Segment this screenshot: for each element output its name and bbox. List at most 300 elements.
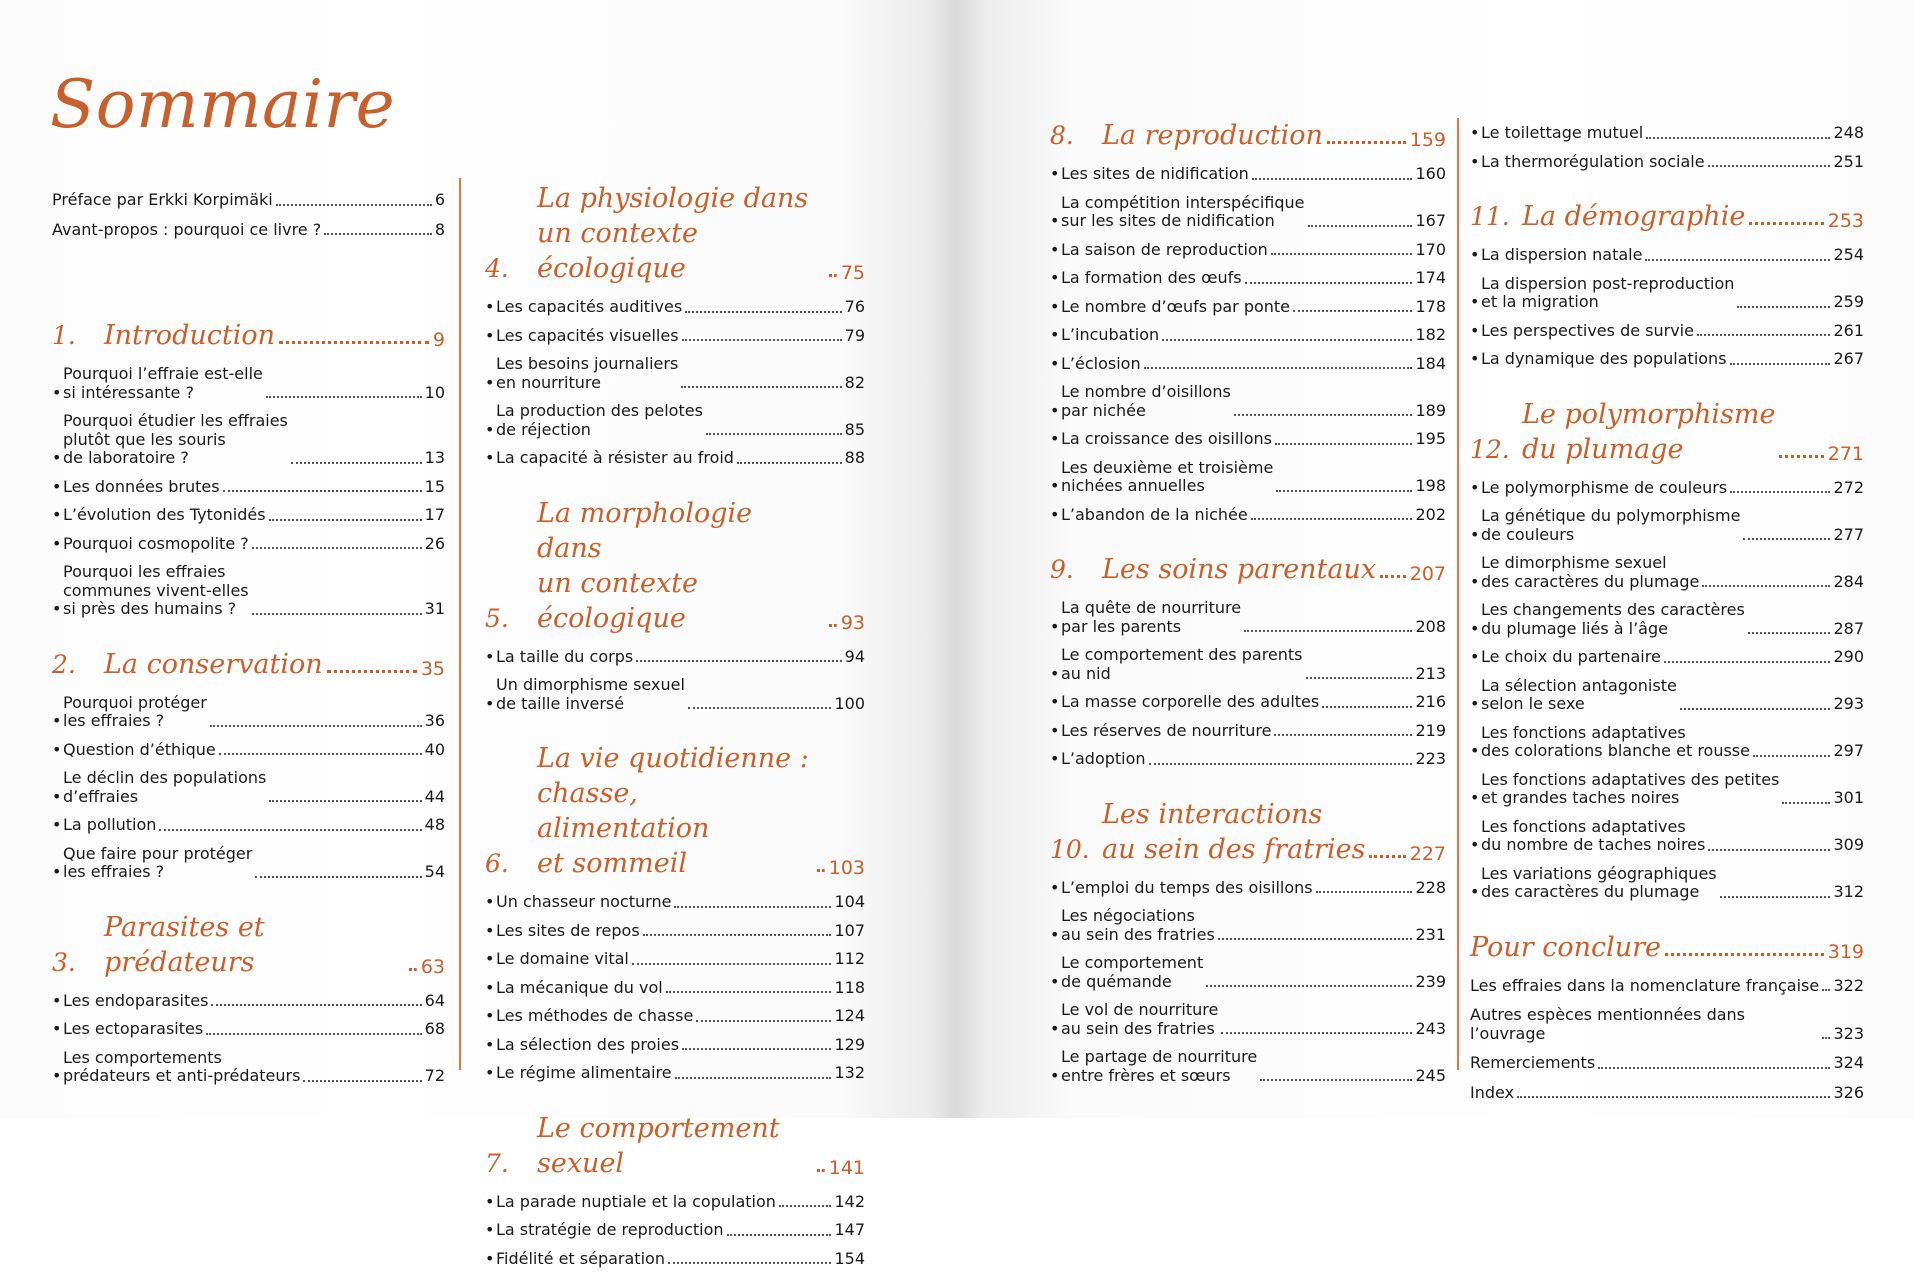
toc-entry[interactable] bbox=[1050, 430, 1446, 449]
entry-page: 40 bbox=[424, 739, 445, 759]
entry-title: La dynamique des populations bbox=[1481, 349, 1727, 368]
toc-entry[interactable] bbox=[1050, 599, 1446, 636]
entry-title: Les sites de repos bbox=[496, 920, 640, 940]
entry-page: 323 bbox=[1833, 1023, 1864, 1043]
toc-entry[interactable] bbox=[1470, 554, 1864, 591]
chapter-number: 3. bbox=[52, 947, 76, 977]
entry-title: Préface par Erkki Korpimäki bbox=[52, 190, 273, 209]
leader-dots bbox=[1275, 443, 1412, 445]
leader-dots bbox=[1664, 661, 1831, 663]
chapter-title: Les interactions au sein des fratries bbox=[1102, 798, 1366, 865]
toc-entry[interactable] bbox=[1050, 907, 1446, 944]
entry-page: 231 bbox=[1415, 924, 1446, 944]
leader-dots bbox=[1308, 225, 1413, 227]
toc-entry[interactable] bbox=[485, 676, 865, 713]
toc-entry[interactable] bbox=[1470, 677, 1864, 714]
bullet: • bbox=[1470, 151, 1480, 171]
toc-entry[interactable] bbox=[1470, 1054, 1864, 1073]
toc-entry[interactable] bbox=[1050, 298, 1446, 317]
bullet: • bbox=[485, 646, 495, 666]
toc-entry[interactable] bbox=[1050, 954, 1446, 991]
entry-page: 79 bbox=[844, 325, 865, 345]
entry-page: 239 bbox=[1415, 971, 1446, 991]
entry-title: Question d’éthique bbox=[63, 739, 216, 759]
leader-dots bbox=[252, 547, 422, 549]
entry-title: Les sites de nidification bbox=[1061, 164, 1249, 183]
entry-page: 208 bbox=[1415, 616, 1446, 636]
entry-page: 15 bbox=[424, 476, 445, 496]
entry-title: La taille du corps bbox=[496, 646, 634, 666]
toc-entry[interactable] bbox=[1470, 865, 1864, 902]
toc-entry[interactable] bbox=[1470, 1006, 1864, 1043]
chapter-heading[interactable] bbox=[52, 318, 445, 353]
entry-page: 195 bbox=[1415, 429, 1446, 448]
bullet: • bbox=[1470, 882, 1480, 901]
chapter-title: La vie quotidienne : chasse, alimentation et sommeil bbox=[537, 743, 809, 879]
entry-page: 76 bbox=[844, 297, 865, 316]
chapter-page: 207 bbox=[1409, 563, 1446, 585]
entry-page: 293 bbox=[1833, 694, 1864, 713]
entry-title: Les perspectives de survie bbox=[1481, 320, 1694, 340]
chapter-page: 103 bbox=[828, 857, 865, 879]
bullet: • bbox=[1050, 1018, 1060, 1038]
entry-page: 182 bbox=[1415, 325, 1446, 344]
entry-title: Les fonctions adaptatives des petites et grandes taches noires bbox=[1481, 769, 1780, 807]
toc-entry[interactable] bbox=[52, 694, 445, 731]
bullet: • bbox=[1050, 325, 1060, 344]
entry-page: 147 bbox=[834, 1220, 865, 1239]
entry-title: L’éclosion bbox=[1061, 353, 1141, 373]
toc-entry[interactable] bbox=[52, 769, 445, 806]
leader-dots bbox=[1697, 334, 1830, 336]
bullet: • bbox=[485, 1034, 495, 1054]
entry-title: Les négociations au sein des fratries bbox=[1061, 906, 1215, 944]
leader-dots bbox=[1822, 1037, 1830, 1039]
toc-entry[interactable] bbox=[52, 1020, 445, 1039]
toc-entry[interactable] bbox=[1050, 194, 1446, 231]
toc-entry[interactable] bbox=[52, 741, 445, 760]
entry-title: Que faire pour protéger les effraies ? bbox=[63, 843, 253, 881]
chapter-page: 141 bbox=[828, 1156, 865, 1179]
leader-dots bbox=[1276, 490, 1412, 492]
leader-dots bbox=[1730, 491, 1830, 493]
toc-entry[interactable] bbox=[1050, 459, 1446, 496]
chapter-page: 75 bbox=[840, 262, 865, 284]
page-title: Sommaire bbox=[50, 66, 396, 143]
entry-page: 82 bbox=[844, 372, 865, 392]
entry-title: La thermorégulation sociale bbox=[1481, 151, 1705, 171]
entry-title: La parade nuptiale et la copulation bbox=[496, 1191, 776, 1211]
toc-entry[interactable] bbox=[1470, 479, 1864, 498]
chapter-number: 7. bbox=[485, 1148, 509, 1178]
leader-dots bbox=[1327, 141, 1406, 144]
toc-entry[interactable] bbox=[485, 979, 865, 998]
toc-entry[interactable] bbox=[485, 1221, 865, 1240]
toc-entry[interactable] bbox=[1050, 383, 1446, 420]
toc-entry[interactable] bbox=[1050, 165, 1446, 184]
leader-dots bbox=[1260, 1079, 1412, 1081]
leader-dots bbox=[1244, 630, 1412, 632]
chapter-heading[interactable] bbox=[485, 741, 865, 881]
leader-dots bbox=[255, 876, 421, 878]
entry-page: 68 bbox=[424, 1019, 445, 1038]
bullet: • bbox=[1050, 720, 1060, 740]
toc-entry[interactable] bbox=[1470, 507, 1864, 544]
entry-title: Index bbox=[1470, 1082, 1515, 1102]
toc-entry[interactable] bbox=[485, 648, 865, 667]
entry-title: La mécanique du vol bbox=[496, 977, 663, 997]
bullet: • bbox=[1050, 239, 1060, 259]
toc-entry[interactable] bbox=[1050, 750, 1446, 769]
bullet: • bbox=[1050, 877, 1060, 897]
bullet: • bbox=[1050, 749, 1060, 768]
chapter-heading[interactable] bbox=[52, 647, 445, 682]
bullet: • bbox=[1470, 349, 1480, 368]
entry-page: 216 bbox=[1415, 692, 1446, 711]
chapter-heading[interactable] bbox=[1050, 552, 1446, 587]
chapter-title: Le comportement sexuel bbox=[537, 1112, 780, 1179]
entry-page: 160 bbox=[1415, 164, 1446, 183]
entry-page: 72 bbox=[424, 1066, 445, 1085]
toc-entry[interactable] bbox=[485, 1036, 865, 1055]
toc-entry[interactable] bbox=[485, 1193, 865, 1212]
toc-entry[interactable] bbox=[52, 816, 445, 835]
bullet: • bbox=[1050, 924, 1060, 944]
entry-title: La stratégie de reproduction bbox=[496, 1220, 724, 1239]
leader-dots bbox=[1748, 632, 1831, 634]
bullet: • bbox=[1050, 353, 1060, 373]
leader-dots bbox=[1274, 734, 1412, 736]
entry-title: Les données brutes bbox=[63, 476, 220, 496]
entry-title: La quête de nourriture par les parents bbox=[1061, 598, 1242, 636]
leader-dots bbox=[1708, 165, 1831, 167]
leader-dots bbox=[643, 934, 832, 936]
chapter-number: 11. bbox=[1470, 202, 1510, 231]
leader-dots bbox=[409, 968, 417, 971]
entry-title: La sélection des proies bbox=[496, 1034, 680, 1054]
entry-title: Les fonctions adaptatives des colorations blanche et rousse bbox=[1481, 722, 1750, 760]
entry-page: 100 bbox=[834, 693, 865, 713]
toc-column-3 bbox=[1050, 118, 1446, 1095]
column-divider bbox=[459, 178, 461, 1070]
bullet: • bbox=[1050, 971, 1060, 991]
toc-entry[interactable] bbox=[1470, 1084, 1864, 1103]
toc-entry[interactable] bbox=[1470, 771, 1864, 808]
entry-page: 219 bbox=[1415, 720, 1446, 740]
toc-entry[interactable] bbox=[485, 298, 865, 317]
entry-page: 259 bbox=[1833, 292, 1864, 311]
bullet: • bbox=[485, 448, 495, 467]
chapter-title: Le polymorphisme du plumage bbox=[1522, 398, 1776, 465]
bullet: • bbox=[1470, 647, 1480, 666]
leader-dots bbox=[1702, 585, 1830, 587]
entry-page: 104 bbox=[834, 892, 865, 911]
toc-entry[interactable] bbox=[485, 355, 865, 392]
bullet: • bbox=[1470, 292, 1480, 311]
entry-page: 267 bbox=[1833, 349, 1864, 368]
bullet: • bbox=[1050, 663, 1060, 683]
chapter-heading[interactable] bbox=[1470, 397, 1864, 467]
bullet: • bbox=[52, 599, 62, 618]
leader-dots bbox=[159, 829, 421, 831]
toc-entry[interactable] bbox=[485, 1064, 865, 1083]
chapter-page: 271 bbox=[1827, 442, 1864, 465]
toc-column-1 bbox=[52, 318, 445, 1096]
toc-entry[interactable] bbox=[1470, 601, 1864, 638]
entry-title: Fidélité et séparation bbox=[496, 1248, 665, 1268]
entry-title: Les besoins journaliers en nourriture bbox=[496, 354, 679, 392]
entry-title: Le nombre d’oisillons par nichée bbox=[1061, 382, 1231, 420]
toc-entry[interactable] bbox=[52, 412, 445, 468]
entry-title: La dispersion post-reproduction et la migration bbox=[1481, 273, 1735, 311]
entry-title: Les réserves de nourriture bbox=[1061, 720, 1272, 740]
entry-page: 142 bbox=[834, 1191, 865, 1211]
toc-entry[interactable] bbox=[1470, 322, 1864, 341]
leader-dots bbox=[1322, 706, 1412, 708]
chapter-page: 319 bbox=[1827, 940, 1864, 963]
entry-title: L’évolution des Tytonidés bbox=[63, 505, 266, 524]
entry-page: 94 bbox=[844, 646, 865, 666]
bullet: • bbox=[52, 382, 62, 402]
chapter-title: La morphologie dans un contexte écologique bbox=[537, 497, 753, 634]
chapter-number: 5. bbox=[485, 603, 509, 633]
entry-title: L’abandon de la nichée bbox=[1061, 504, 1248, 524]
leader-dots bbox=[1645, 259, 1830, 261]
bullet: • bbox=[1470, 477, 1480, 497]
bullet: • bbox=[485, 949, 495, 968]
entry-page: 54 bbox=[424, 862, 445, 881]
bullet: • bbox=[1050, 692, 1060, 711]
toc-entry[interactable] bbox=[1470, 724, 1864, 761]
toc-entry[interactable] bbox=[1050, 693, 1446, 712]
bullet: • bbox=[1050, 211, 1060, 230]
bullet: • bbox=[1050, 268, 1060, 287]
toc-entry[interactable] bbox=[1470, 350, 1864, 369]
bullet: • bbox=[1470, 245, 1480, 264]
toc-entry[interactable] bbox=[1470, 246, 1864, 265]
entry-page: 202 bbox=[1415, 504, 1446, 524]
bullet: • bbox=[52, 505, 62, 524]
toc-entry[interactable] bbox=[1050, 241, 1446, 260]
chapter-number: 12. bbox=[1470, 434, 1510, 464]
toc-entry[interactable] bbox=[1050, 646, 1446, 683]
entry-title: Le vol de nourriture au sein des fratries bbox=[1061, 1000, 1219, 1038]
chapter-heading[interactable] bbox=[485, 181, 865, 286]
bullet: • bbox=[1470, 788, 1480, 807]
entry-page: 112 bbox=[834, 949, 865, 968]
bullet: • bbox=[485, 1006, 495, 1025]
entry-title: Le domaine vital bbox=[496, 949, 629, 968]
entry-page: 287 bbox=[1833, 618, 1864, 638]
chapter-heading[interactable] bbox=[1470, 199, 1864, 234]
chapter-heading[interactable] bbox=[1050, 118, 1446, 153]
leader-dots bbox=[685, 311, 841, 313]
chapter-heading[interactable] bbox=[1050, 797, 1446, 867]
chapter-heading-conclusion[interactable] bbox=[1470, 930, 1864, 965]
entry-page: 312 bbox=[1833, 882, 1864, 901]
toc-entry[interactable] bbox=[1470, 977, 1864, 996]
toc-entry[interactable] bbox=[1050, 722, 1446, 741]
entry-page: 118 bbox=[834, 977, 865, 997]
toc-entry[interactable] bbox=[485, 1007, 865, 1026]
bullet: • bbox=[1050, 504, 1060, 524]
chapter-number: 1. bbox=[52, 321, 76, 350]
toc-entry[interactable] bbox=[52, 506, 445, 525]
leader-dots bbox=[1271, 253, 1413, 255]
toc-entry[interactable] bbox=[1050, 1001, 1446, 1038]
leader-dots bbox=[266, 396, 422, 398]
leader-dots bbox=[727, 1234, 832, 1236]
entry-page: 290 bbox=[1833, 647, 1864, 666]
entry-page: 272 bbox=[1833, 477, 1864, 497]
entry-page: 213 bbox=[1415, 663, 1446, 683]
chapter-title: Introduction bbox=[104, 320, 275, 351]
toc-entry[interactable] bbox=[52, 478, 445, 497]
entry-page: 245 bbox=[1415, 1065, 1446, 1085]
toc-entry[interactable] bbox=[1470, 124, 1864, 143]
leader-dots bbox=[1218, 938, 1413, 940]
entry-page: 10 bbox=[424, 382, 445, 402]
bullet: • bbox=[485, 1191, 495, 1211]
toc-entry[interactable] bbox=[52, 221, 445, 240]
bullet: • bbox=[485, 1220, 495, 1239]
leader-dots bbox=[1316, 891, 1413, 893]
entry-title: Le toilettage mutuel bbox=[1481, 123, 1644, 142]
leader-dots bbox=[817, 869, 825, 872]
entry-page: 228 bbox=[1415, 877, 1446, 897]
bullet: • bbox=[52, 1066, 62, 1085]
chapter-title: Pour conclure bbox=[1470, 931, 1662, 963]
entry-page: 184 bbox=[1415, 353, 1446, 373]
bullet: • bbox=[1050, 429, 1060, 448]
entry-page: 309 bbox=[1833, 835, 1864, 854]
leader-dots bbox=[1221, 1032, 1412, 1034]
entry-title: La croissance des oisillons bbox=[1061, 429, 1272, 448]
toc-entry[interactable] bbox=[485, 893, 865, 912]
toc-entry[interactable] bbox=[1050, 1048, 1446, 1085]
toc-entry[interactable] bbox=[485, 950, 865, 969]
toc-entry[interactable] bbox=[1470, 818, 1864, 855]
bullet: • bbox=[485, 1248, 495, 1268]
bullet: • bbox=[52, 990, 62, 1010]
entry-title: L’emploi du temps des oisillons bbox=[1061, 877, 1313, 897]
bullet: • bbox=[52, 711, 62, 730]
toc-entry[interactable] bbox=[52, 845, 445, 882]
bullet: • bbox=[485, 325, 495, 345]
toc-entry[interactable] bbox=[52, 563, 445, 619]
entry-page: 198 bbox=[1415, 476, 1446, 495]
leader-dots bbox=[223, 490, 422, 492]
leader-dots bbox=[279, 341, 429, 344]
entry-title: Le polymorphisme de couleurs bbox=[1481, 477, 1728, 497]
leader-dots bbox=[779, 1205, 832, 1207]
toc-entry[interactable] bbox=[485, 922, 865, 941]
leader-dots bbox=[829, 274, 837, 277]
leader-dots bbox=[674, 906, 831, 908]
toc-entry[interactable] bbox=[485, 327, 865, 346]
toc-entry[interactable] bbox=[1050, 506, 1446, 525]
toc-entry[interactable] bbox=[1050, 269, 1446, 288]
entry-page: 174 bbox=[1415, 268, 1446, 287]
bullet: • bbox=[52, 815, 62, 834]
entry-page: 85 bbox=[844, 419, 865, 439]
toc-entry[interactable] bbox=[485, 402, 865, 439]
bullet: • bbox=[1050, 164, 1060, 183]
entry-page: 31 bbox=[424, 599, 445, 618]
leader-dots bbox=[1749, 222, 1823, 225]
leader-dots bbox=[1369, 855, 1405, 858]
leader-dots bbox=[206, 1033, 421, 1035]
bullet: • bbox=[1470, 123, 1480, 142]
entry-page: 124 bbox=[834, 1006, 865, 1025]
leader-dots bbox=[1779, 455, 1823, 458]
leader-dots bbox=[1234, 414, 1413, 416]
bullet: • bbox=[485, 920, 495, 940]
entry-page: 297 bbox=[1833, 741, 1864, 760]
entry-page: 277 bbox=[1833, 524, 1864, 544]
bullet: • bbox=[52, 786, 62, 806]
leader-dots bbox=[211, 1004, 421, 1006]
chapter-page: 35 bbox=[420, 657, 445, 680]
leader-dots bbox=[817, 1169, 825, 1172]
chapter-title: La physiologie dans un contexte écologique bbox=[537, 183, 809, 284]
entry-title: La saison de reproduction bbox=[1061, 239, 1268, 259]
chapter-title: La démographie bbox=[1522, 201, 1746, 232]
toc-entry[interactable] bbox=[52, 992, 445, 1011]
entry-title: La compétition interspécifique sur les sites de nidification bbox=[1061, 192, 1305, 230]
bullet: • bbox=[1050, 476, 1060, 495]
leader-dots bbox=[1149, 763, 1413, 765]
entry-page: 324 bbox=[1833, 1053, 1864, 1072]
chapter-heading[interactable] bbox=[52, 910, 445, 980]
entry-title: L’incubation bbox=[1061, 325, 1160, 344]
toc-entry[interactable] bbox=[52, 191, 445, 210]
entry-page: 284 bbox=[1833, 571, 1864, 591]
toc-entry[interactable] bbox=[52, 1049, 445, 1086]
toc-entry[interactable] bbox=[485, 1250, 865, 1269]
chapter-number: 6. bbox=[485, 849, 509, 878]
toc-entry[interactable] bbox=[485, 449, 865, 468]
chapter-heading[interactable] bbox=[485, 496, 865, 636]
toc-entry[interactable] bbox=[52, 365, 445, 402]
toc-entry[interactable] bbox=[1050, 879, 1446, 898]
toc-entry[interactable] bbox=[1470, 648, 1864, 667]
toc-entry[interactable] bbox=[1470, 275, 1864, 312]
chapter-heading[interactable] bbox=[485, 1111, 865, 1181]
chapter-page: 63 bbox=[420, 955, 445, 978]
toc-entry[interactable] bbox=[52, 535, 445, 554]
bullet: • bbox=[1470, 835, 1480, 854]
bullet: • bbox=[1470, 741, 1480, 760]
chapter-page: 9 bbox=[432, 329, 445, 351]
entry-page: 178 bbox=[1415, 296, 1446, 316]
chapter-number: 2. bbox=[52, 649, 76, 679]
toc-entry[interactable] bbox=[1050, 355, 1446, 374]
entry-title: La sélection antagoniste selon le sexe bbox=[1481, 675, 1677, 713]
leader-dots bbox=[737, 462, 842, 464]
toc-entry[interactable] bbox=[1470, 153, 1864, 172]
chapter-number: 8. bbox=[1050, 121, 1074, 150]
chapter-title: Les soins parentaux bbox=[1102, 554, 1377, 585]
chapter-title: La reproduction bbox=[1102, 120, 1323, 151]
chapter-number: 9. bbox=[1050, 555, 1074, 584]
entry-page: 154 bbox=[834, 1248, 865, 1268]
bullet: • bbox=[485, 1063, 495, 1082]
toc-entry[interactable] bbox=[1050, 326, 1446, 345]
leader-dots bbox=[1680, 708, 1831, 710]
leader-dots bbox=[210, 725, 422, 727]
entry-page: 167 bbox=[1415, 211, 1446, 230]
